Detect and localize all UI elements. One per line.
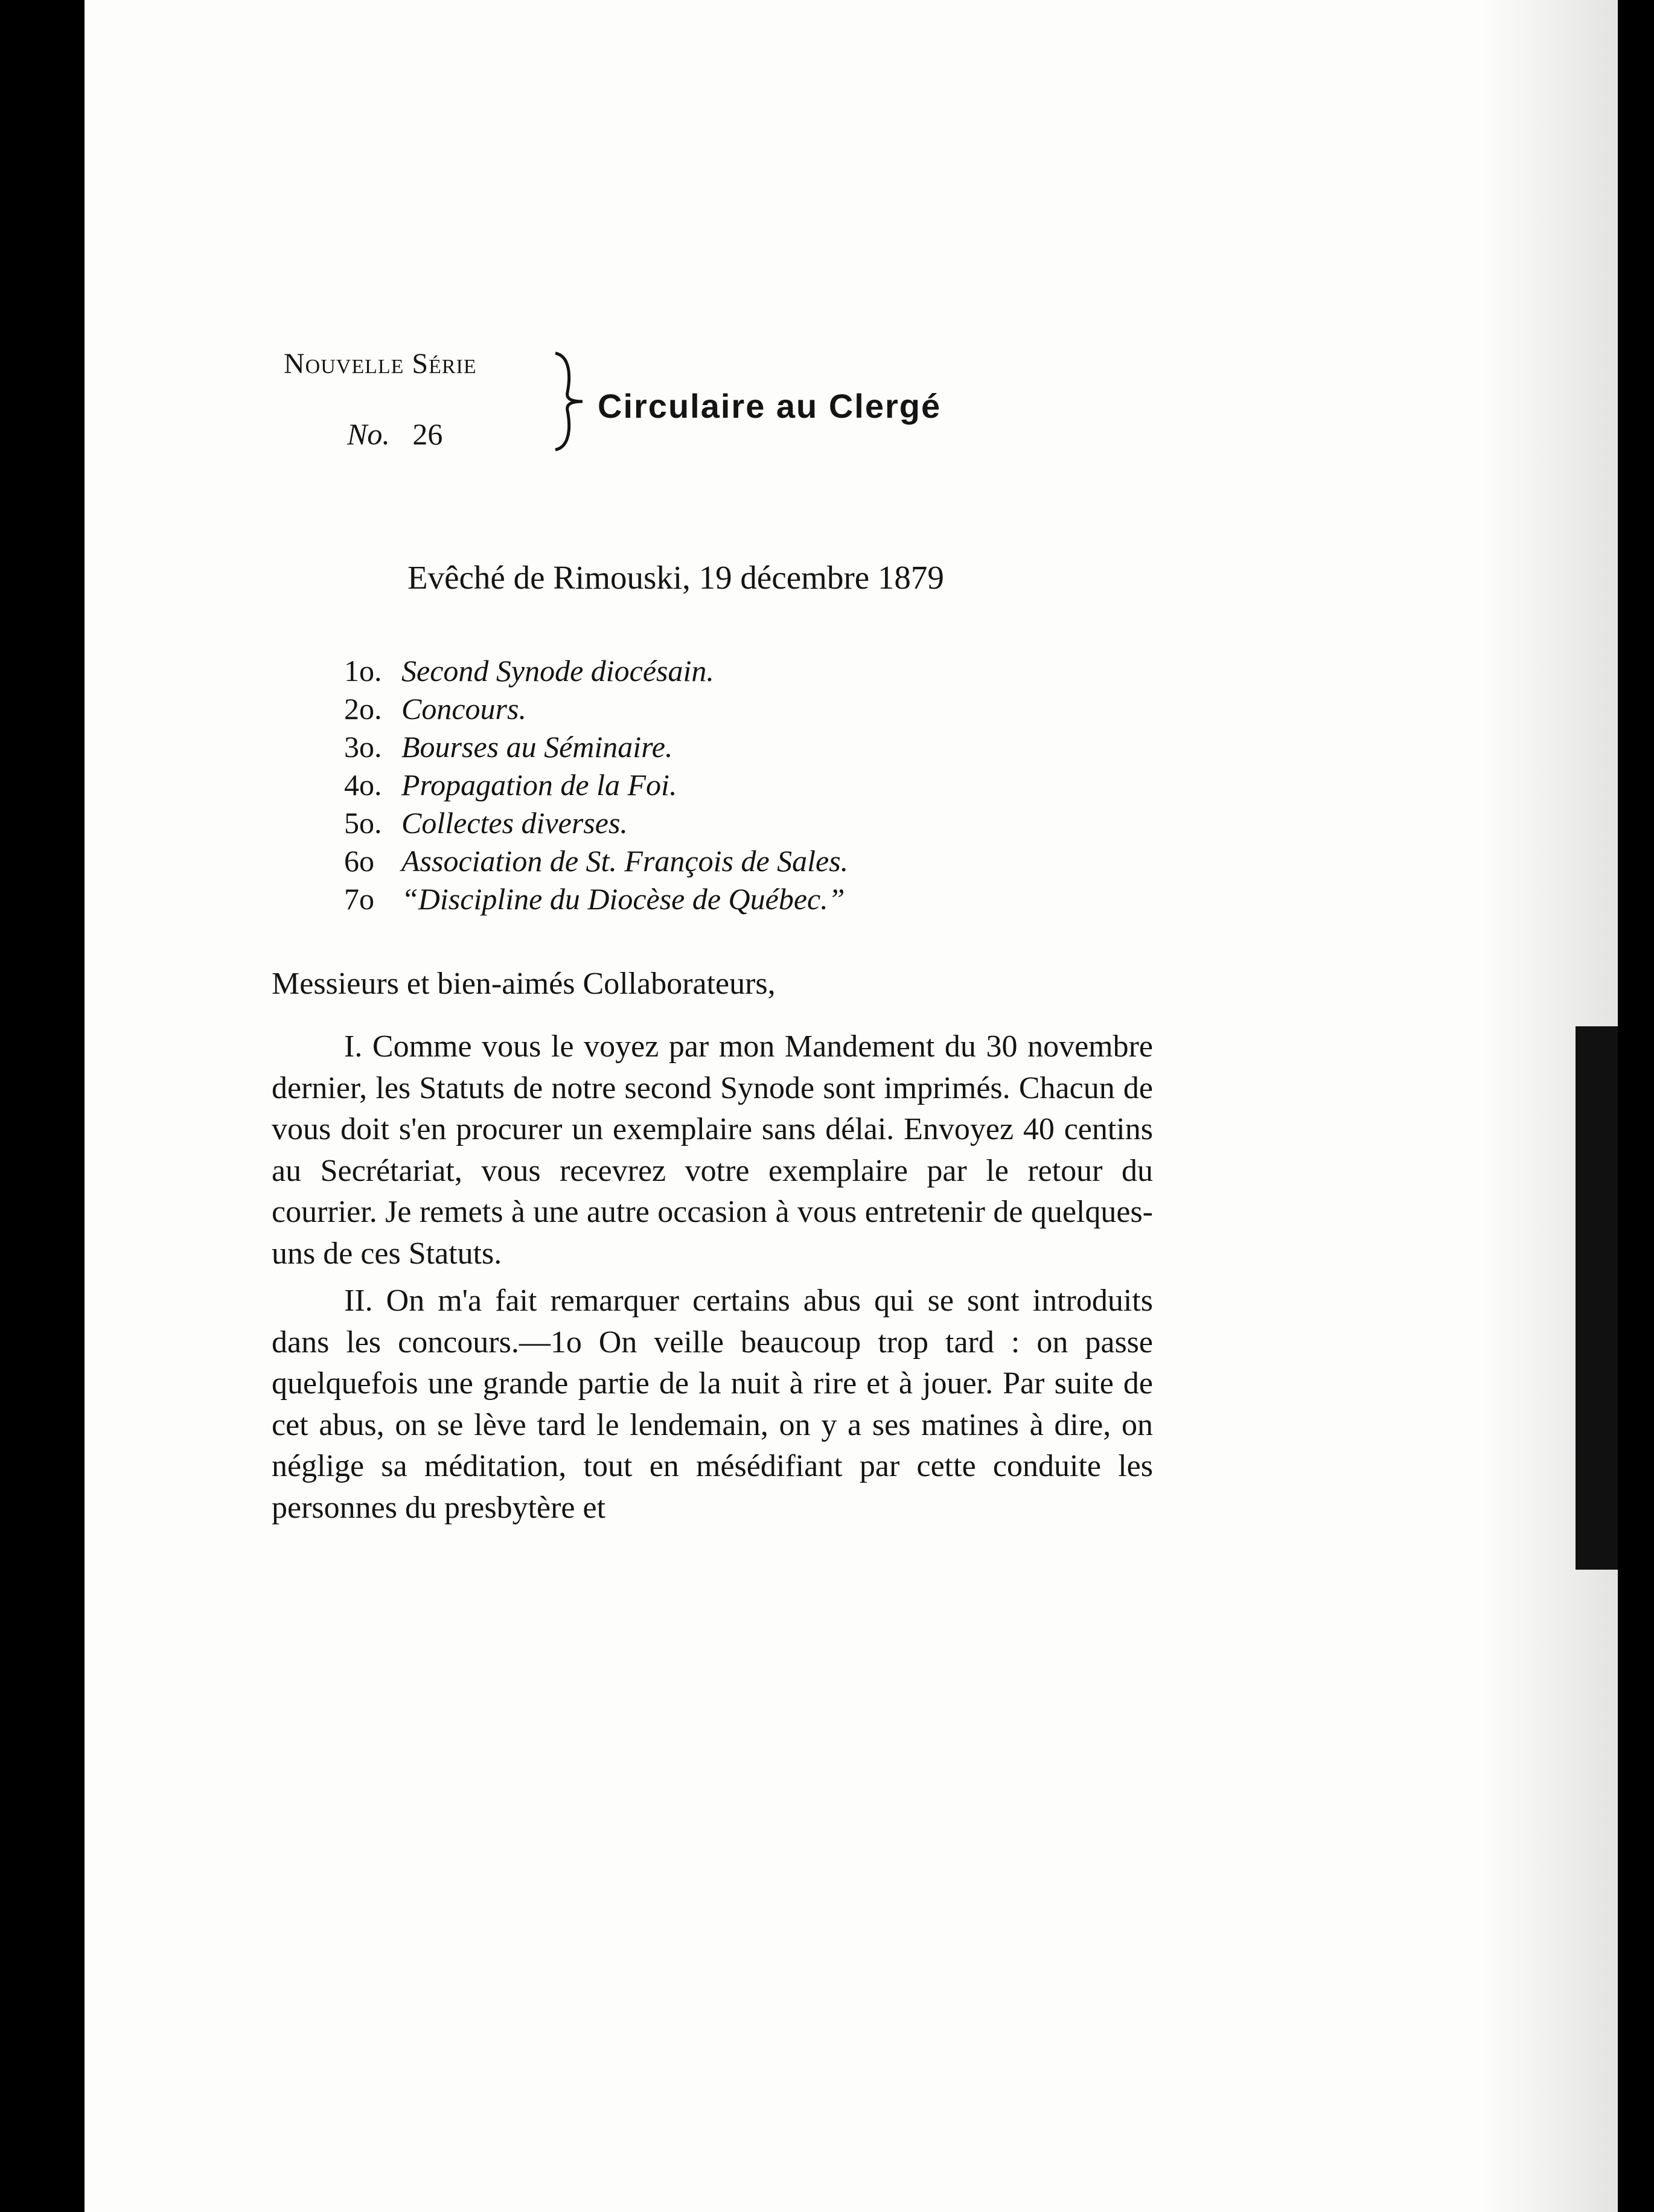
contents-list bbox=[344, 652, 848, 918]
list-item: 1o. Second Synode diocésain. bbox=[344, 654, 714, 688]
series-label: Nouvelle Série bbox=[284, 348, 477, 380]
paragraph: II. On m'a fait remarquer certains abus qui se sont introduits dans les concours.—1o On veille beaucoup trop tard : on passe quelquefois une grande partie de la nuit à rire et à jouer. Par suite de cet abus, on se lève tard le lendemain, on y a ses matines à dire, on néglige sa méditation, tout en mésédifiant par cette conduite les personnes du presbytère et bbox=[272, 1283, 1153, 1525]
body-text bbox=[272, 1026, 1153, 1535]
curly-brace-icon bbox=[549, 350, 592, 453]
salutation: Messieurs et bien-aimés Collaborateurs, bbox=[272, 967, 776, 1001]
dateline: Evêché de Rimouski, 19 décembre 1879 bbox=[407, 559, 944, 596]
document-page bbox=[85, 0, 1618, 2212]
scan-edge-shadow bbox=[1576, 1026, 1618, 1570]
list-item: 7o “Discipline du Diocèse de Québec.” bbox=[344, 882, 845, 916]
list-item: 5o. Collectes diverses. bbox=[344, 806, 628, 840]
list-item: 6o Association de St. François de Sales. bbox=[344, 844, 849, 878]
paragraph: I. Comme vous le voyez par mon Mandement du 30 novembre dernier, les Statuts de notre second Synode sont imprimés. Chacun de vous doit s'en procurer un exemplaire sans délai. Envoyez 40 centins au Secrétariat, vous recevrez votre exemplaire par le retour du courrier. Je remets à une autre occasion à vous entretenir de quelques-uns de ces Statuts. bbox=[272, 1029, 1153, 1271]
circular-number bbox=[347, 417, 442, 452]
list-item: 3o. Bourses au Séminaire. bbox=[344, 730, 673, 764]
list-item: 2o. Concours. bbox=[344, 692, 526, 726]
list-item: 4o. Propagation de la Foi. bbox=[344, 768, 677, 802]
document-title: Circulaire au Clergé bbox=[598, 387, 942, 425]
number-prefix: No. bbox=[347, 417, 390, 451]
number-value: 26 bbox=[412, 417, 443, 451]
